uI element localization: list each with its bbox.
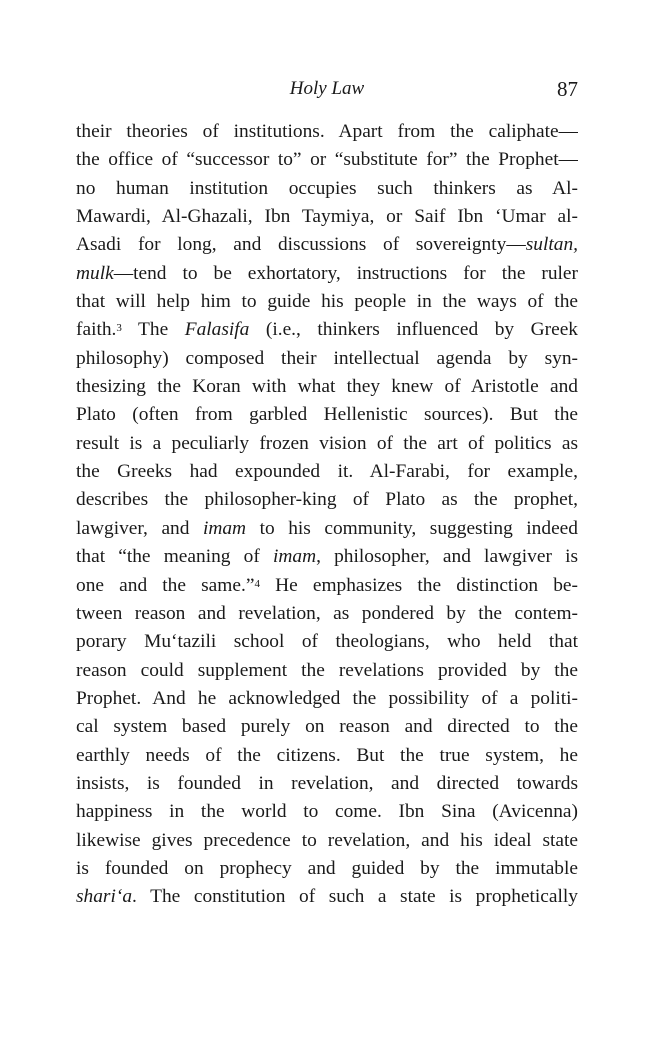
body-text [76,118,578,912]
text-line [76,288,578,316]
page-number: 87 [557,77,578,101]
text-run: sultan, [525,234,578,256]
text-run: tween reason and revelation, as pondered by the contem- [76,602,578,624]
text-run: mulk [76,262,114,284]
text-line [76,175,578,203]
text-run: the office of “successor to” or “substitute for” the Prophet— [76,149,578,171]
text-run: Asadi for long, and discussions of sovereignty— [76,234,526,256]
text-run: porary Mu‘tazili school of theologians, who held that [76,631,578,653]
text-line [76,657,578,685]
text-run: Plato (often from garbled Hellenistic sources). But the [76,404,578,426]
text-run: reason could supplement the revelations provided by the [76,659,578,681]
text-line [76,118,578,146]
text-run: Falasifa [184,319,250,341]
text-line [76,883,578,911]
text-run: likewise gives precedence to revelation, and his ideal state [76,829,578,851]
running-title: Holy Law [289,78,365,99]
text-run: lawgiver, and [76,517,203,539]
text-line [76,401,578,429]
text-line [76,600,578,628]
text-run: The [121,319,185,341]
text-line [76,628,578,656]
text-line [76,345,578,373]
text-run: result is a peculiarly frozen vision of the art of politics as [76,432,578,454]
text-line [76,458,578,486]
text-run: happiness in the world to come. Ibn Sina (Avicenna) [76,801,578,823]
text-line [76,515,578,543]
text-line [76,855,578,883]
text-line [76,713,578,741]
text-run: (i.e., thinkers influenced by Greek [249,319,578,341]
text-line [76,146,578,174]
text-line [76,543,578,571]
text-line [76,572,578,600]
text-line [76,685,578,713]
text-run: that “the meaning of [76,546,273,568]
text-run: . The constitution of such a state is prophetically [132,886,578,908]
text-run: insists, is founded in revelation, and directed towards [76,772,578,794]
text-line [76,486,578,514]
text-line [76,260,578,288]
text-line [76,430,578,458]
text-run: shari‘a [76,886,133,908]
text-run: imam [202,517,247,539]
footnote-ref: 4 [254,577,260,590]
text-run: , philosopher, and lawgiver is [316,546,578,568]
text-line [76,231,578,259]
text-line [76,203,578,231]
text-run: cal system based purely on reason and directed to the [76,716,578,738]
text-line [76,827,578,855]
text-run: no human institution occupies such thinkers as Al- [76,177,578,199]
text-run: the Greeks had expounded it. Al-Farabi, for example, [76,461,578,483]
text-run: Prophet. And he acknowledged the possibility of a politi- [76,687,578,709]
text-run: is founded on prophecy and guided by the immutable [76,857,578,879]
text-run: Mawardi, Al-Ghazali, Ibn Taymiya, or Saif Ibn ‘Umar al- [76,206,578,228]
text-run: faith. [76,319,117,341]
text-run: to his community, suggesting indeed [246,517,578,539]
text-run: He emphasizes the distinction be- [259,574,578,596]
text-run: thesizing the Koran with what they knew of Aristotle and [76,376,578,398]
text-run: their theories of institutions. Apart from the caliphate— [76,121,578,142]
text-run: earthly needs of the citizens. But the true system, he [76,744,578,766]
footnote-ref: 3 [116,322,122,335]
text-run: one and the same.” [76,574,255,596]
text-line [76,770,578,798]
text-line [76,316,578,344]
running-head [76,74,578,104]
text-run: describes the philosopher-king of Plato as the prophet, [76,489,578,511]
text-run: imam [272,546,317,568]
text-line [76,798,578,826]
text-run: philosophy) composed their intellectual agenda by syn- [76,347,578,369]
text-line [76,742,578,770]
text-run: that will help him to guide his people in the ways of the [76,291,578,313]
text-run: —tend to be exhortatory, instructions for the ruler [113,262,578,284]
text-line [76,373,578,401]
